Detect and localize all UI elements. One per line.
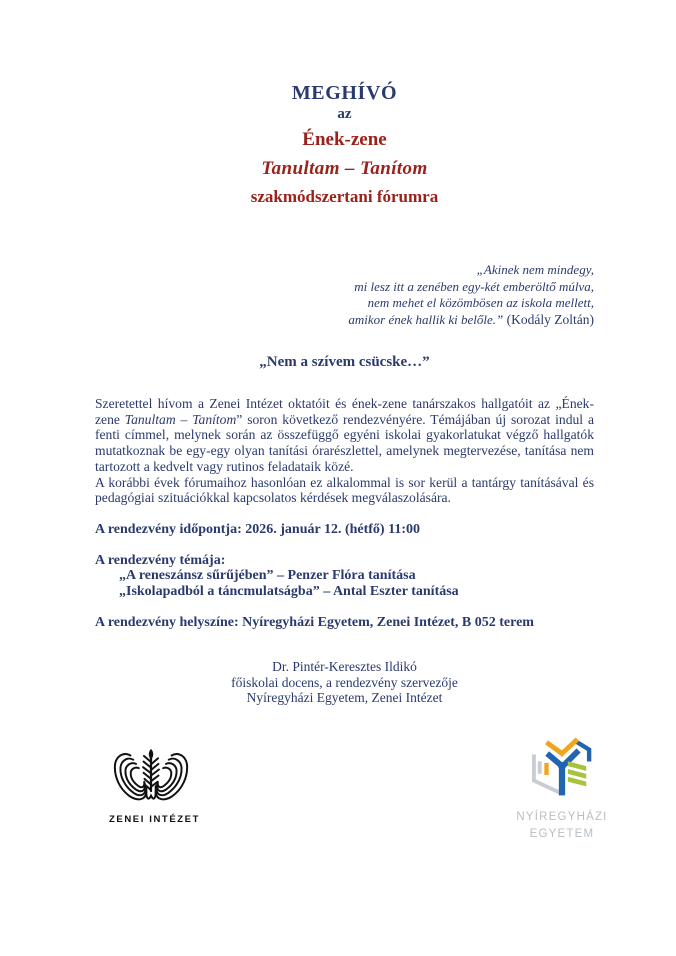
paragraph-1-start: Szeretettel hívom a Zenei Intézet oktatóit és ének-zene tanárszakos hallgatóit az „Ének-zene [95, 396, 594, 427]
paragraph-1 [95, 396, 594, 475]
zenei-intezet-label: ZENEI INTÉZET [109, 814, 200, 826]
nye-label [507, 809, 617, 843]
paragraph-1-end: ” soron következő rendezvényére. Témájában új sorozat indul a fenti címmel, melynek során az összefüggő egyéni iskolai gyakorlatukat végző hallgatók mutatkoznak be egy-egy olyan tanítási órarészlettel, amelynek megtervezése, tanítása nem tartozott a kedvelt vagy rutinos feladataik közé. [95, 411, 594, 474]
document-title: MEGHÍVÓ [291, 82, 398, 104]
quote-line: mi lesz itt a zenében egy-két emberöltő múlva, [354, 278, 594, 294]
event-topic-label: A rendezvény témája: [95, 552, 226, 568]
title-block [95, 0, 594, 205]
nye-label-line1: NYÍREGYHÁZI [516, 811, 608, 824]
nye-label-line2: EGYETEM [529, 828, 595, 841]
zenei-intezet-emblem-icon [110, 793, 192, 810]
body-text [95, 396, 594, 506]
topic-item-2: „Iskolapadból a táncmulatságba” – Antal Eszter tanítása [119, 583, 459, 599]
kodaly-quote [95, 262, 594, 328]
paragraph-2: A korábbi évek fórumaihoz hasonlóan ez alkalommal is sor kerül a tantárgy tanításával és pedagógiai szituációkkal kapcsolatos kérdések megválaszolására. [95, 474, 594, 506]
topic-item-1: „A reneszánsz sűrűjében” – Penzer Flóra tanítása [119, 567, 416, 583]
title-line-forum: szakmódszertani fórumra [250, 187, 439, 206]
title-line-series: Tanultam – Tanítom [261, 158, 428, 179]
quote-line: nem mehet el közömbösen az iskola mellett, [367, 295, 594, 310]
signature-block [95, 659, 594, 705]
motto-heading: „Nem a szívem csücske…” [259, 354, 430, 370]
logos-row [95, 736, 608, 851]
paragraph-1-italic: Tanultam – Tanítom [124, 411, 237, 427]
quote-last-line [95, 312, 594, 329]
zenei-intezet-logo [109, 748, 200, 826]
title-line-subject: Ének-zene [302, 129, 387, 150]
quote-line: „Akinek nem mindegy, [476, 262, 594, 277]
nye-cube-icon [524, 786, 600, 803]
quote-attribution: (Kodály Zoltán) [503, 311, 594, 327]
event-topics [95, 568, 594, 599]
event-location: A rendezvény helyszíne: Nyíregyházi Egyetem, Zenei Intézet, B 052 terem [95, 615, 534, 631]
organizer-name: Dr. Pintér-Keresztes Ildikó [272, 659, 417, 675]
organizer-org: Nyíregyházi Egyetem, Zenei Intézet [246, 689, 443, 705]
event-time: A rendezvény időpontja: 2026. január 12. (hétfő) 11:00 [95, 521, 420, 537]
organizer-role: főiskolai docens, a rendezvény szervezője [231, 674, 458, 690]
nyiregyhazi-egyetem-logo [507, 737, 617, 843]
quote-line: amikor ének hallik ki belőle.” [348, 311, 504, 327]
title-line-az: az [337, 106, 352, 122]
